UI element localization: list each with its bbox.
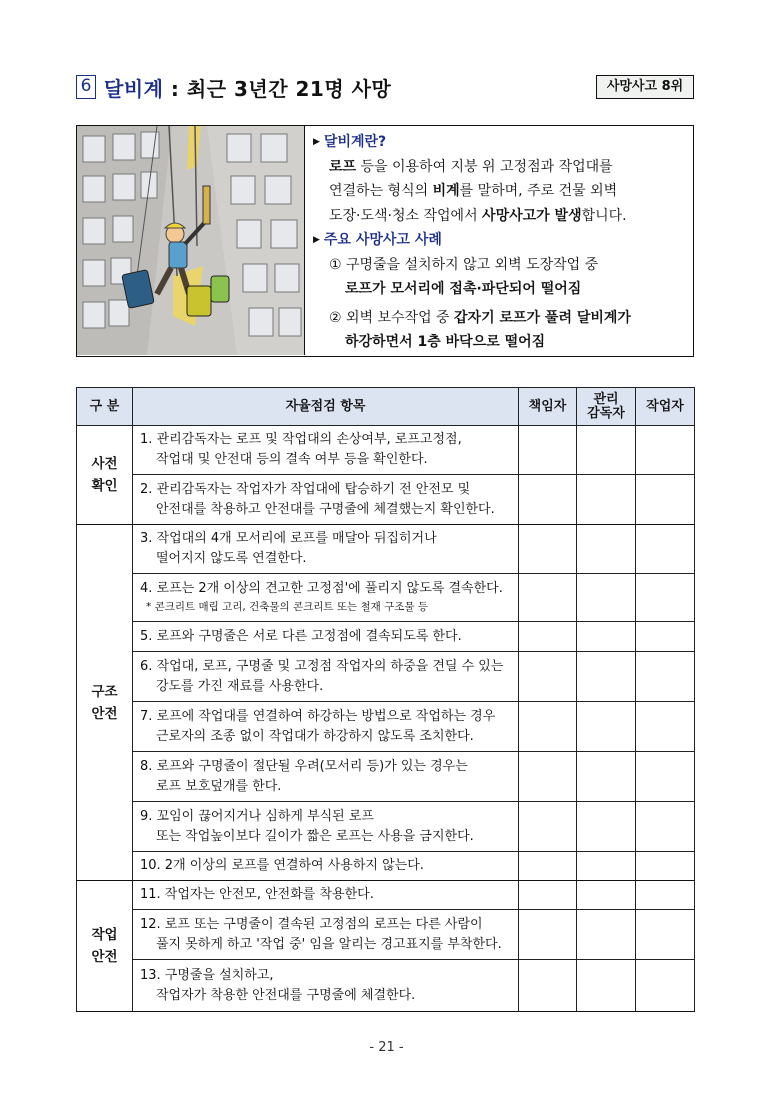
check-cell-worker[interactable] (636, 852, 695, 881)
table-row (77, 652, 695, 702)
check-item-9: 9. 꼬임이 끊어지거나 심하게 부식된 로프 또는 작업높이보다 길이가 짧은 로프는 사용을 금지한다. (133, 802, 519, 852)
check-cell-worker[interactable] (636, 652, 695, 702)
check-cell-responsible[interactable] (519, 702, 577, 752)
check-cell-supervisor[interactable] (577, 622, 636, 652)
header-worker: 작업자 (636, 388, 695, 426)
check-cell-responsible[interactable] (519, 426, 577, 475)
definition-line-1: 로프 등을 이용하여 지붕 위 고정점과 작업대를 (329, 158, 613, 175)
check-cell-supervisor[interactable] (577, 881, 636, 910)
table-row (77, 702, 695, 752)
check-item-6: 6. 작업대, 로프, 구명줄 및 고정점 작업자의 하중을 견딜 수 있는 강도를 가진 재료를 사용한다. (133, 652, 519, 702)
table-row (77, 852, 695, 881)
check-cell-supervisor[interactable] (577, 525, 636, 574)
check-cell-responsible[interactable] (519, 652, 577, 702)
check-item-2: 2. 관리감독자는 작업자가 작업대에 탑승하기 전 안전모 및 안전대를 착용하고 안전대를 구명줄에 체결했는지 확인한다. (133, 475, 519, 525)
check-cell-responsible[interactable] (519, 525, 577, 574)
table-row (77, 910, 695, 960)
check-cell-worker[interactable] (636, 574, 695, 622)
title-rest: : 최근 3년간 21명 사망 (163, 77, 392, 101)
section-title (104, 73, 391, 102)
check-cell-responsible[interactable] (519, 622, 577, 652)
check-cell-worker[interactable] (636, 622, 695, 652)
table-row (77, 960, 695, 1012)
check-item-12: 12. 로프 또는 구명줄이 결속된 고정점의 로프는 다른 사람이 풀지 못하게 하고 '작업 중' 임을 알리는 경고표지를 부착한다. (133, 910, 519, 960)
check-cell-worker[interactable] (636, 426, 695, 475)
check-cell-supervisor[interactable] (577, 960, 636, 1012)
title-keyword: 달비계 (104, 77, 164, 101)
check-cell-worker[interactable] (636, 475, 695, 525)
category-structure: 구조 안전 (77, 525, 133, 881)
table-row (77, 475, 695, 525)
cases-heading: ▶ 주요 사망사고 사례 (313, 228, 687, 253)
definition-line-2: 연결하는 형식의 비계를 말하며, 주로 건물 외벽 (329, 183, 618, 199)
category-pre-check: 사전 확인 (77, 426, 133, 525)
check-cell-responsible[interactable] (519, 752, 577, 802)
rank-badge: 사망사고 8위 (596, 75, 694, 99)
table-row (77, 426, 695, 475)
check-cell-worker[interactable] (636, 702, 695, 752)
check-cell-supervisor[interactable] (577, 802, 636, 852)
table-row (77, 574, 695, 622)
check-cell-responsible[interactable] (519, 802, 577, 852)
check-cell-worker[interactable] (636, 802, 695, 852)
check-cell-worker[interactable] (636, 525, 695, 574)
check-cell-responsible[interactable] (519, 852, 577, 881)
check-cell-responsible[interactable] (519, 574, 577, 622)
triangle-bullet-icon: ▶ (313, 235, 320, 245)
section-number-box: 6 (76, 75, 96, 99)
case-1: ① 구명줄을 설치하지 않고 외벽 도장작업 중 로프가 모서리에 접촉·파단되어 떨어짐 (329, 256, 599, 297)
case-2: ② 외벽 보수작업 중 갑자기 로프가 풀려 달비계가 하강하면서 1층 바닥으로 떨어짐 (329, 309, 631, 350)
check-cell-supervisor[interactable] (577, 852, 636, 881)
check-cell-responsible[interactable] (519, 881, 577, 910)
table-header-row (77, 388, 695, 426)
check-cell-responsible[interactable] (519, 960, 577, 1012)
check-cell-worker[interactable] (636, 881, 695, 910)
header-supervisor: 관리 감독자 (577, 388, 636, 426)
check-cell-worker[interactable] (636, 960, 695, 1012)
check-cell-worker[interactable] (636, 910, 695, 960)
table-row (77, 525, 695, 574)
check-cell-supervisor[interactable] (577, 702, 636, 752)
check-cell-supervisor[interactable] (577, 652, 636, 702)
check-item-4: 4. 로프는 2개 이상의 견고한 고정점'에 풀리지 않도록 결속한다. * 콘크리트 매립 고리, 건축물의 콘크리트 또는 철재 구조물 등 (133, 574, 519, 622)
check-cell-supervisor[interactable] (577, 475, 636, 525)
check-item-10: 10. 2개 이상의 로프를 연결하여 사용하지 않는다. (133, 852, 519, 881)
section-header (76, 73, 694, 103)
header-responsible: 책임자 (519, 388, 577, 426)
check-cell-supervisor[interactable] (577, 426, 636, 475)
check-item-5: 5. 로프와 구명줄은 서로 다른 고정점에 결속되도록 한다. (133, 622, 519, 652)
check-cell-worker[interactable] (636, 752, 695, 802)
info-box (76, 125, 694, 357)
check-item-3: 3. 작업대의 4개 모서리에 로프를 매달아 뒤집히거나 떨어지지 않도록 연결한다. (133, 525, 519, 574)
check-cell-responsible[interactable] (519, 475, 577, 525)
triangle-bullet-icon: ▶ (313, 137, 320, 147)
self-check-table (76, 387, 695, 1012)
gondola-worker-illustration (77, 126, 305, 355)
check-item-8: 8. 로프와 구명줄이 절단될 우려(모서리 등)가 있는 경우는 로프 보호덮개를 한다. (133, 752, 519, 802)
table-row (77, 881, 695, 910)
header-category: 구 분 (77, 388, 133, 426)
check-cell-supervisor[interactable] (577, 574, 636, 622)
info-text (313, 130, 687, 355)
definition-heading: ▶ 달비계란? (313, 130, 687, 155)
check-cell-responsible[interactable] (519, 910, 577, 960)
table-row (77, 802, 695, 852)
header-item: 자율점검 항목 (133, 388, 519, 426)
category-work-safety: 작업 안전 (77, 881, 133, 1012)
check-item-13: 13. 구명줄을 설치하고, 작업자가 착용한 안전대를 구명줄에 체결한다. (133, 960, 519, 1012)
check-item-7: 7. 로프에 작업대를 연결하여 하강하는 방법으로 작업하는 경우 근로자의 조종 없이 작업대가 하강하지 않도록 조치한다. (133, 702, 519, 752)
table-row (77, 752, 695, 802)
definition-line-3: 도장·도색·청소 작업에서 사망사고가 발생합니다. (329, 207, 627, 224)
check-cell-supervisor[interactable] (577, 752, 636, 802)
check-cell-supervisor[interactable] (577, 910, 636, 960)
page-number: - 21 - (369, 1040, 404, 1055)
check-item-1: 1. 관리감독자는 로프 및 작업대의 손상여부, 로프고정점, 작업대 및 안전대 등의 결속 여부 등을 확인한다. (133, 426, 519, 475)
table-row (77, 622, 695, 652)
check-item-11: 11. 작업자는 안전모, 안전화를 착용한다. (133, 881, 519, 910)
